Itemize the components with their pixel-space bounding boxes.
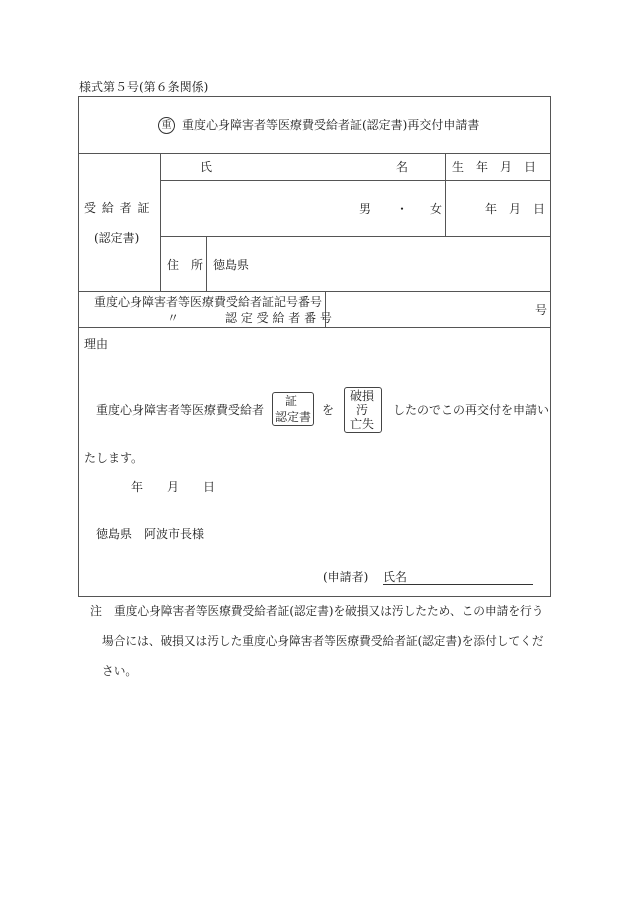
addressee: 徳島県 阿波市長様 xyxy=(96,527,205,541)
gender-separator: ・ xyxy=(396,202,409,216)
address-label: 住 所 xyxy=(167,258,204,272)
address-value[interactable]: 徳島県 xyxy=(213,258,250,272)
cert-number-label: 重度心身障害者等医療費受給者証記号番号 xyxy=(94,295,323,309)
rule-title-bottom xyxy=(78,153,551,154)
recipient-label: 受 給 者 証 xyxy=(84,201,151,215)
reason-label: 理由 xyxy=(84,337,109,351)
note-marker: 注 xyxy=(90,604,103,618)
option-recognition[interactable]: 認定書 xyxy=(275,410,312,424)
option-cert[interactable]: 証 xyxy=(285,394,298,408)
particle-wo: を xyxy=(322,403,335,417)
date-month[interactable]: 月 xyxy=(167,480,180,494)
recognition-number-label: 認 定 受 給 者 番 号 xyxy=(225,311,332,325)
note-line-1: 重度心身障害者等医療費受給者証(認定書)を破損又は汚したため、この申請を行う xyxy=(114,604,544,618)
date-day[interactable]: 日 xyxy=(203,480,216,494)
applicant-name-underline[interactable] xyxy=(383,584,533,585)
number-suffix: 号 xyxy=(535,303,548,317)
name-header-shi: 氏 xyxy=(200,160,213,174)
applicant-name-label: 氏名 xyxy=(383,570,408,584)
dob-header: 生 年 月 日 xyxy=(452,160,537,174)
gender-male[interactable]: 男 xyxy=(359,202,372,216)
reason-sentence-end: したのでこの再交付を申請い xyxy=(393,403,550,417)
rule-name-row xyxy=(160,236,551,237)
number-field[interactable] xyxy=(326,292,551,327)
form-title: 重度心身障害者等医療費受給者証(認定書)再交付申請書 xyxy=(182,118,480,132)
date-year[interactable]: 年 xyxy=(131,480,144,494)
heavy-mark-icon: 重 xyxy=(158,117,175,134)
note-line-3: さい。 xyxy=(102,664,138,678)
option-damaged[interactable]: 破損 xyxy=(350,389,375,403)
option-soiled[interactable]: 汚 xyxy=(356,403,369,417)
note-line-2: 場合には、破損又は汚した重度心身障害者等医療費受給者証(認定書)を添付してくだ xyxy=(102,634,544,648)
recipient-label-sub: (認定書) xyxy=(94,231,140,245)
dob-value[interactable]: 年 月 日 xyxy=(485,202,546,216)
rule-dob-col xyxy=(445,153,446,236)
rule-address-col xyxy=(206,236,207,291)
form-label: 様式第５号(第６条関係) xyxy=(79,80,209,94)
name-header-mei: 名 xyxy=(396,160,409,174)
reason-sentence-start: 重度心身障害者等医療費受給者 xyxy=(96,403,265,417)
reason-sentence-continued: たします。 xyxy=(84,451,144,465)
rule-number-bottom xyxy=(78,327,551,328)
ditto-mark: 〃 xyxy=(167,311,180,325)
gender-female[interactable]: 女 xyxy=(430,202,443,216)
applicant-label: (申請者) xyxy=(323,570,369,584)
option-lost[interactable]: 亡失 xyxy=(350,417,375,431)
